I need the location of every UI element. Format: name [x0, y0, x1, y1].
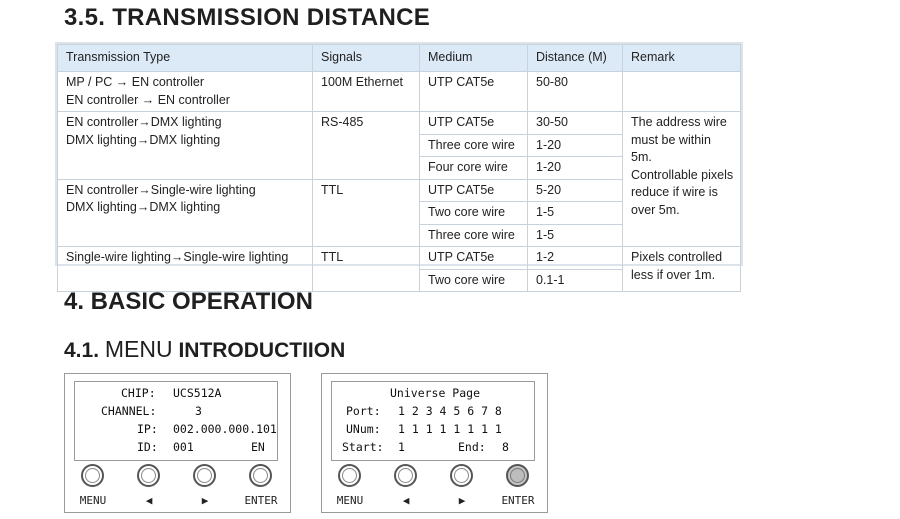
medium-cell: UTP CAT5e	[420, 112, 528, 135]
menu-section-number: 4.1.	[64, 339, 105, 362]
left-arrow-icon: ◀	[402, 494, 410, 507]
transmission-type-line: DMX lighting→DMX lighting	[66, 132, 221, 147]
transmission-type-line: DMX lighting→DMX lighting	[66, 200, 221, 214]
table-header-row	[58, 45, 741, 72]
medium-cell: Three core wire	[420, 134, 528, 157]
remark-line: less if over 1m.	[631, 267, 716, 282]
lcd-chip-label: CHIP:	[121, 386, 156, 400]
remark-cell-empty	[623, 72, 741, 112]
remark-line: The address wire	[631, 115, 727, 129]
section-title-transmission: 3.5. TRANSMISSION DISTANCE	[64, 4, 431, 31]
menu-section-menu-word: MENU	[104, 336, 173, 362]
left-button[interactable]	[394, 464, 417, 487]
enter-button[interactable]	[249, 464, 272, 487]
transmission-type-line: Single-wire lighting→Single-wire lighting	[66, 250, 289, 264]
table-row	[58, 72, 741, 112]
enter-button-label: ENTER	[501, 494, 535, 507]
control-panel-left	[64, 373, 291, 513]
right-arrow-icon: ▶	[201, 494, 209, 507]
lcd-screen-universe-page	[331, 381, 535, 461]
signal-cell: RS-485	[313, 112, 420, 180]
transmission-type-line: EN controller→Single-wire lighting	[66, 182, 256, 197]
distance-cell: 1-5	[528, 202, 623, 225]
medium-cell: UTP CAT5e	[420, 72, 528, 112]
header-distance: Distance (M)	[528, 45, 623, 72]
lcd-ip-label: IP:	[137, 422, 158, 436]
remark-cell-pixels	[623, 247, 741, 292]
right-button[interactable]	[193, 464, 216, 487]
lcd-unum-values: 1 1 1 1 1 1 1 1	[398, 422, 502, 436]
control-panel-right	[321, 373, 548, 513]
medium-cell: UTP CAT5e	[420, 247, 528, 270]
section-title-menu-introduction	[64, 336, 345, 363]
remark-line: reduce if wire is	[631, 185, 718, 199]
header-medium: Medium	[420, 45, 528, 72]
transmission-table	[55, 42, 743, 287]
lcd-start-value: 1	[398, 440, 405, 454]
enter-button-pressed[interactable]	[506, 464, 529, 487]
header-transmission-type: Transmission Type	[58, 45, 313, 72]
lcd-screen-chip-info	[74, 381, 278, 461]
lcd-chip-value: UCS512A	[173, 386, 222, 400]
menu-section-rest: INTRODUCTIION	[172, 339, 346, 362]
menu-button[interactable]	[81, 464, 104, 487]
medium-cell: Two core wire	[420, 269, 528, 292]
transmission-type-line: MP / PC → EN controller	[66, 75, 205, 89]
lcd-channel-value: 3	[195, 404, 202, 418]
remark-line: 5m.	[631, 150, 652, 164]
transmission-type-line: EN controller → EN controller	[66, 92, 230, 107]
lcd-id-value: 001	[173, 440, 194, 454]
distance-cell: 1-5	[528, 224, 623, 247]
remark-cell-address-wire	[623, 112, 741, 247]
transmission-type-cell	[58, 112, 313, 180]
enter-button-label: ENTER	[244, 494, 278, 507]
section-title-basic-operation: 4. BASIC OPERATION	[64, 288, 313, 315]
lcd-universe-title: Universe Page	[390, 386, 481, 400]
remark-line: Pixels controlled	[631, 250, 723, 264]
distance-cell: 5-20	[528, 179, 623, 202]
distance-cell: 50-80	[528, 72, 623, 112]
signal-cell: TTL	[313, 179, 420, 247]
distance-cell: 30-50	[528, 112, 623, 135]
menu-button-label: MENU	[79, 494, 107, 507]
remark-line: over 5m.	[631, 202, 680, 217]
lcd-ip-value: 002.000.000.101	[173, 422, 277, 436]
lcd-unum-label: UNum:	[346, 422, 381, 436]
menu-button[interactable]	[338, 464, 361, 487]
left-button[interactable]	[137, 464, 160, 487]
lcd-end-value: 8	[502, 440, 509, 454]
table-row	[58, 247, 741, 270]
transmission-type-cell	[58, 72, 313, 112]
medium-cell: Three core wire	[420, 224, 528, 247]
lcd-start-label: Start:	[342, 440, 384, 454]
lcd-port-label: Port:	[346, 404, 381, 418]
distance-cell: 1-20	[528, 134, 623, 157]
table-row	[58, 112, 741, 135]
lcd-id-mode: EN	[251, 440, 265, 454]
medium-cell: Two core wire	[420, 202, 528, 225]
header-remark: Remark	[623, 45, 741, 72]
header-signals: Signals	[313, 45, 420, 72]
transmission-type-cell	[58, 247, 313, 292]
signal-cell: TTL	[313, 247, 420, 292]
distance-cell: 0.1-1	[528, 269, 623, 292]
right-button[interactable]	[450, 464, 473, 487]
medium-cell: Four core wire	[420, 157, 528, 180]
lcd-id-label: ID:	[137, 440, 158, 454]
signal-cell: 100M Ethernet	[313, 72, 420, 112]
menu-button-label: MENU	[336, 494, 364, 507]
remark-line: Controllable pixels	[631, 167, 734, 182]
remark-line: must be within	[631, 132, 711, 147]
distance-cell: 1-2	[528, 247, 623, 270]
left-arrow-icon: ◀	[145, 494, 153, 507]
lcd-port-values: 1 2 3 4 5 6 7 8	[398, 404, 502, 418]
transmission-type-line: EN controller→DMX lighting	[66, 115, 222, 129]
lcd-channel-label: CHANNEL:	[101, 404, 157, 418]
right-arrow-icon: ▶	[458, 494, 466, 507]
transmission-type-cell	[58, 179, 313, 247]
medium-cell: UTP CAT5e	[420, 179, 528, 202]
distance-cell: 1-20	[528, 157, 623, 180]
lcd-end-label: End:	[458, 440, 486, 454]
